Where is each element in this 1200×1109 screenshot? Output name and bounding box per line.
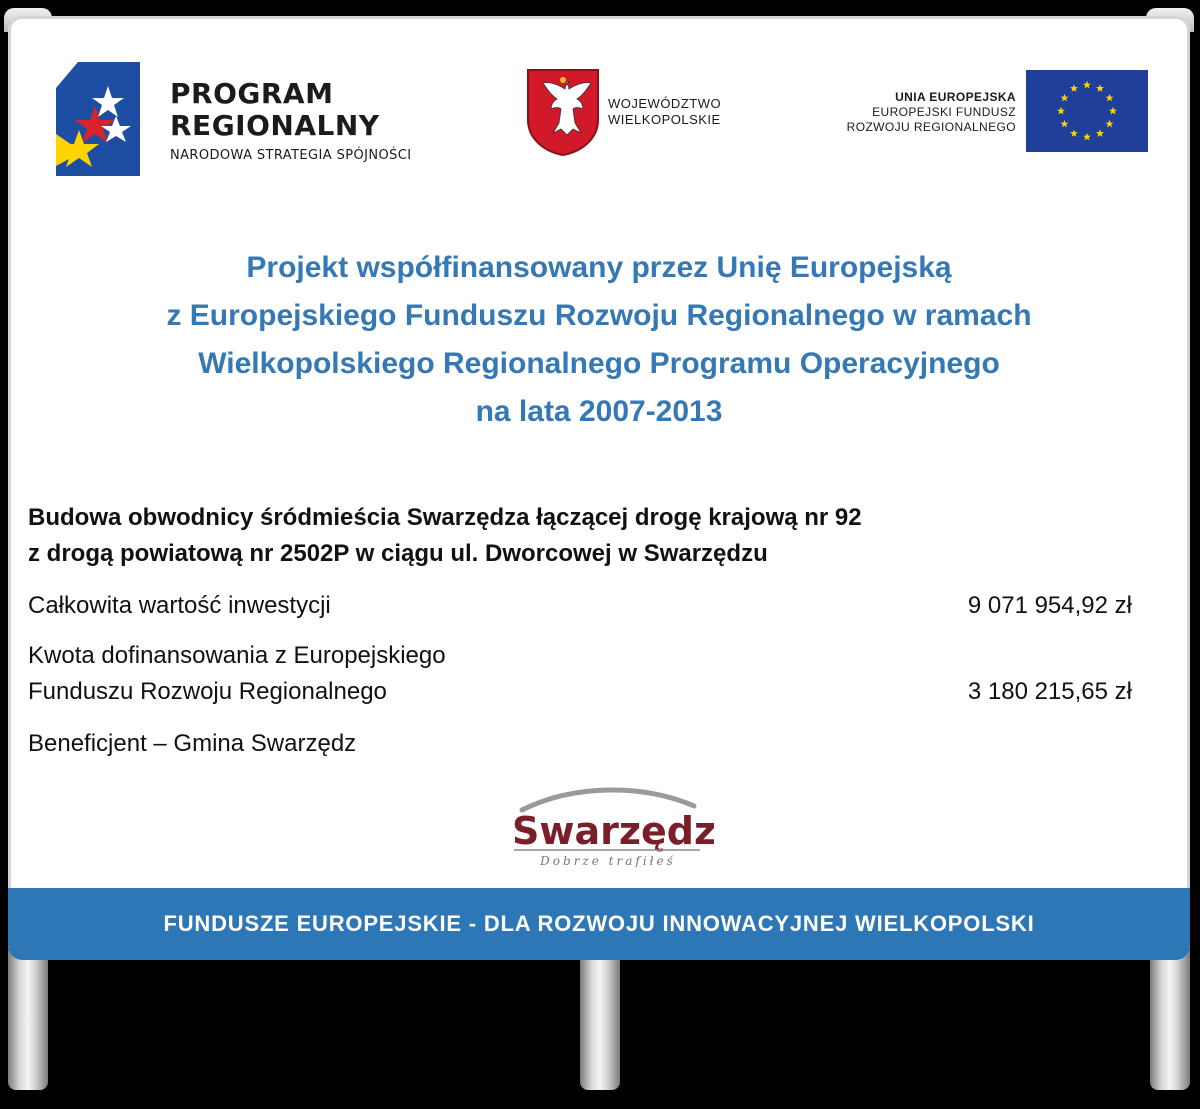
program-regionalny-emblem-icon <box>56 48 166 188</box>
footer-banner <box>8 888 1190 960</box>
sign-post-right <box>1150 950 1190 1090</box>
project-title-line1: Budowa obwodnicy śródmieścia Swarzędza łączącej drogę krajową nr 92 <box>28 504 862 531</box>
eu-star-icon <box>1070 129 1078 137</box>
cofinancing-label-line1: Kwota dofinansowania z Europejskiego <box>28 642 446 669</box>
swarzedz-logo-name: Swarzędz <box>512 809 714 853</box>
cofinancing-label-line2: Funduszu Rozwoju Regionalnego <box>28 678 387 705</box>
swarzedz-logo <box>504 786 714 876</box>
wojewodztwo-logo <box>526 68 786 168</box>
ue-line2: EUROPEJSKI FUNDUSZ <box>872 105 1016 119</box>
beneficiary: Beneficjent – Gmina Swarzędz <box>28 730 357 757</box>
eu-star-icon <box>1106 120 1114 128</box>
cofinancing-amount: 3 180 215,65 zł <box>967 678 1132 705</box>
eu-star-icon <box>1096 84 1104 92</box>
wojewodztwo-line1: WOJEWÓDZTWO <box>608 96 722 111</box>
information-board <box>8 16 1190 960</box>
unia-europejska-text <box>847 90 1016 135</box>
eu-star-icon <box>1070 84 1078 92</box>
eu-star-icon <box>1057 107 1065 115</box>
eu-star-icon <box>1060 120 1068 128</box>
project-title-line2: z drogą powiatową nr 2502P w ciągu ul. Dworcowej w Swarzędzu <box>28 540 768 567</box>
program-title-line2: REGIONALNY <box>170 109 380 142</box>
headline-line4: na lata 2007-2013 <box>475 395 723 428</box>
program-regionalny-text <box>170 78 411 163</box>
headline-line1: Projekt współfinansowany przez Unię Europejską <box>246 251 952 284</box>
headline-line2: z Europejskiego Funduszu Rozwoju Regionalnego w ramach <box>166 299 1032 332</box>
eu-star-icon <box>1109 107 1117 115</box>
sign-post-middle <box>580 950 620 1090</box>
sign-post-left <box>8 950 48 1090</box>
total-value-amount: 9 071 954,92 zł <box>967 592 1132 619</box>
eu-stars-icon <box>1026 70 1148 152</box>
cofinancing-label <box>28 638 446 710</box>
wojewodztwo-line2: WIELKOPOLSKIE <box>608 112 721 127</box>
ue-line1: UNIA EUROPEJSKA <box>895 90 1016 104</box>
wojewodztwo-text <box>608 96 721 128</box>
eu-star-icon <box>1083 133 1091 141</box>
program-title-line1: PROGRAM <box>170 77 334 110</box>
program-subtitle: NARODOWA STRATEGIA SPÓJNOŚCI <box>170 148 412 163</box>
eu-flag-icon <box>1026 70 1148 152</box>
swarzedz-logo-graphic-icon <box>504 786 714 876</box>
footer-text: FUNDUSZE EUROPEJSKIE - DLA ROZWOJU INNOWACYJNEJ WIELKOPOLSKI <box>163 911 1035 936</box>
eu-star-icon <box>1096 129 1104 137</box>
headline-line3: Wielkopolskiego Regionalnego Programu Operacyjnego <box>198 347 1000 380</box>
cofinancing-headline <box>8 244 1190 436</box>
program-regionalny-logo <box>56 48 476 188</box>
total-value-label: Całkowita wartość inwestycji <box>28 592 331 619</box>
eu-star-icon <box>1060 94 1068 102</box>
eu-star-icon <box>1083 81 1091 89</box>
swarzedz-logo-tagline: Dobrze trafiłeś <box>540 854 676 868</box>
ue-line3: ROZWOJU REGIONALNEGO <box>846 120 1016 134</box>
logo-strip <box>56 48 1148 188</box>
project-title <box>28 500 862 572</box>
unia-europejska-logo <box>808 70 1148 170</box>
eu-star-icon <box>1106 94 1114 102</box>
eagle-coat-of-arms-icon <box>526 68 600 156</box>
